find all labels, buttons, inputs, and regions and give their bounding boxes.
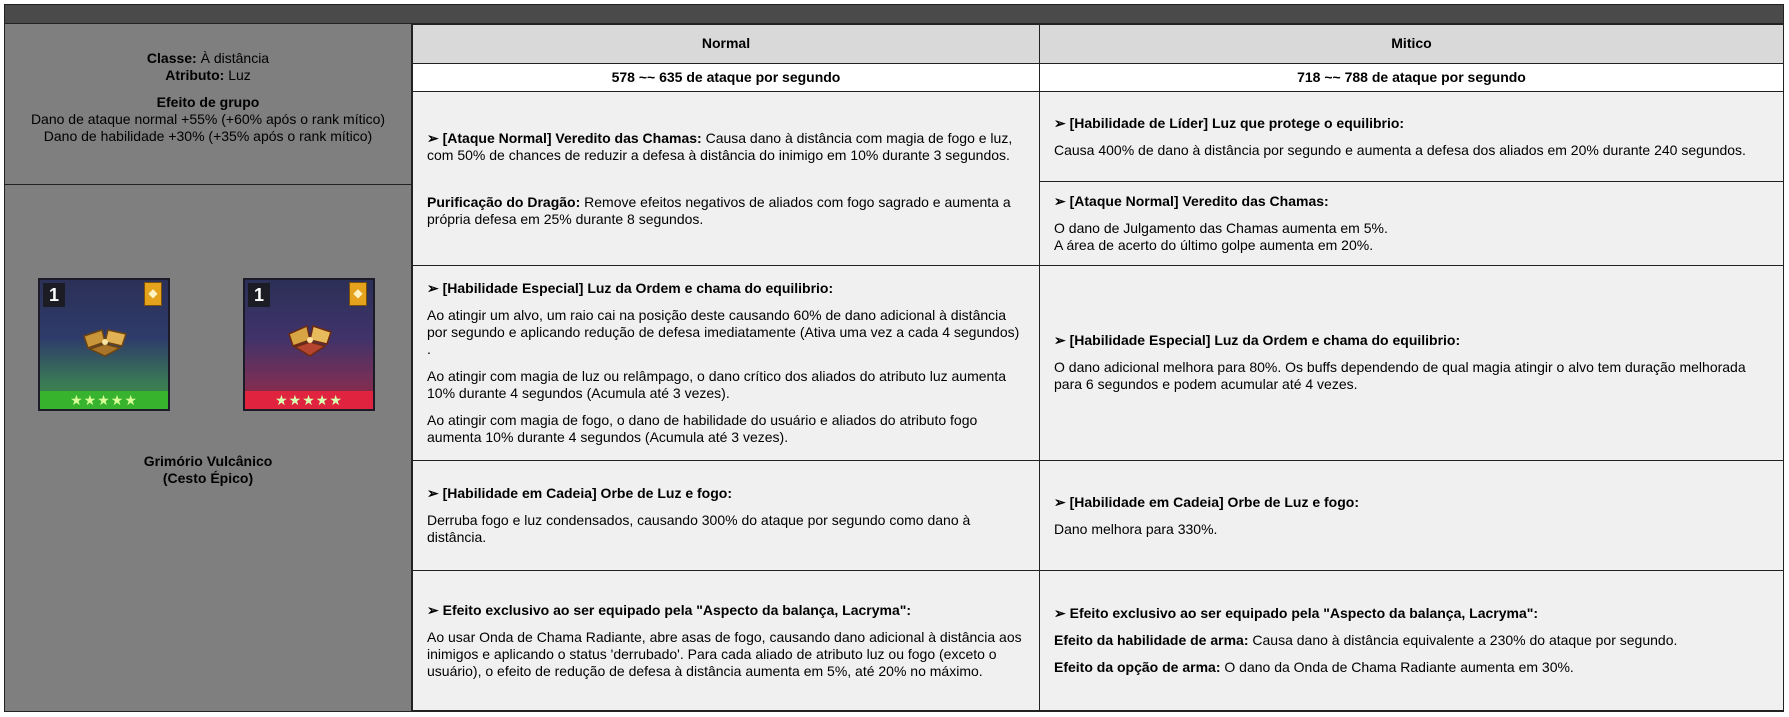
weapon-sheet	[4, 4, 1784, 712]
attribute-line: Atributo: Luz	[165, 67, 251, 83]
weapon-card-mythic	[243, 278, 375, 411]
normal-chain-cell: ➢ [Habilidade em Cadeia] Orbe de Luz e fogo: Derruba fogo e luz condensados, causando 300% do ataque por segundo como dano à distância.	[413, 460, 1040, 571]
skill-row-2	[413, 266, 1784, 460]
top-bar	[5, 5, 1783, 24]
skill-row-3	[413, 460, 1784, 571]
class-line: Classe: À distância	[146, 50, 270, 66]
comparison-table	[412, 24, 1784, 711]
star-rating: ★★★★★	[40, 391, 168, 409]
level-badge: 1	[248, 283, 270, 307]
header-row	[413, 25, 1784, 64]
mythic-chain-cell: ➢ [Habilidade em Cadeia] Orbe de Luz e fogo: Dano melhora para 330%.	[1040, 460, 1784, 571]
info-panel	[5, 24, 411, 185]
mythic-leader-cell: ➢ [Habilidade de Líder] Luz que protege o equilibrio: Causa 400% de dano à distância por segundo e aumenta a defesa dos aliados em 20% durante 240 segundos.	[1040, 92, 1784, 181]
skill-row-1a	[413, 92, 1784, 181]
grimoire-icon	[285, 318, 335, 362]
normal-special-cell: ➢ [Habilidade Especial] Luz da Ordem e chama do equilibrio: Ao atingir um alvo, um raio cai na posição deste causando 60% de dano adicional à distância por segundo e aplicando redução de defesa imediatamente (Ativa uma vez a cada 4 segundos) . Ao atingir com magia de luz ou relâmpago, o dano crítico dos aliados do atributo luz aumenta 10% durante 4 segundos (Acumula até 3 vezes). Ao atingir com magia de fogo, o dano de habilidade do usuário e aliados do atributo fogo aumenta 10% durante 4 segundos (Acumula até 3 vezes).	[413, 266, 1040, 460]
attack-mythic: 718 ~~ 788 de ataque por segundo	[1040, 63, 1784, 92]
normal-exclusive-cell: ➢ Efeito exclusivo ao ser equipado pela "Aspecto da balança, Lacryma": Ao usar Onda de Chama Radiante, abre asas de fogo, causando dano adicional à distância aos inimigos e aplicando o status 'derrubado'. Para cada aliado de atributo luz ou fogo (exceto o usuário), o efeito de redução de defesa à distância aumenta em 5%, até 20% no máximo.	[413, 571, 1040, 711]
group-effect-line-2: Dano de habilidade +30% (+35% após o rank mítico)	[43, 128, 373, 144]
header-mythic: Mitico	[1040, 25, 1784, 64]
left-column	[5, 24, 412, 711]
group-effect-title: Efeito de grupo	[156, 94, 260, 110]
mythic-special-cell: ➢ [Habilidade Especial] Luz da Ordem e chama do equilibrio: O dano adicional melhora para 80%. Os buffs dependendo de qual magia atingir o alvo tem duração melhorada para 6 segundos e podem acumular até 4 vezes.	[1040, 266, 1784, 460]
bookmark-icon: ◆	[349, 282, 367, 306]
grimoire-icon	[80, 318, 130, 362]
attack-row	[413, 63, 1784, 92]
attack-normal: 578 ~~ 635 de ataque por segundo	[413, 63, 1040, 92]
mythic-normal-attack-cell: ➢ [Ataque Normal] Veredito das Chamas: O dano de Julgamento das Chamas aumenta em 5%. A área de acerto do último golpe aumenta em 20%.	[1040, 181, 1784, 266]
level-badge: 1	[43, 283, 65, 307]
normal-skill-cell-1: ➢ [Ataque Normal] Veredito das Chamas: Causa dano à distância com magia de fogo e luz, com 50% de chances de reduzir a defesa à distância do inimigo em 10% durante 3 segundos. Purificação do Dragão: Remove efeitos negativos de aliados com fogo sagrado e aumenta a própria defesa em 25% durante 8 segundos.	[413, 92, 1040, 266]
header-normal: Normal	[413, 25, 1040, 64]
weapon-card-normal	[38, 278, 170, 411]
bookmark-icon: ◆	[144, 282, 162, 306]
group-effect-line-1: Dano de ataque normal +55% (+60% após o rank mítico)	[30, 111, 386, 127]
weapon-panel	[5, 185, 411, 711]
weapon-name: Grimório Vulcânico (Cesto Épico)	[143, 453, 273, 486]
mythic-exclusive-cell: ➢ Efeito exclusivo ao ser equipado pela "Aspecto da balança, Lacryma": Efeito da habilidade de arma: Causa dano à distância equivalente a 230% do ataque por segundo. Efeito da opção de arma: O dano da Onda de Chama Radiante aumenta em 30%.	[1040, 571, 1784, 711]
skill-row-4	[413, 571, 1784, 711]
star-rating: ★★★★★	[245, 391, 373, 409]
